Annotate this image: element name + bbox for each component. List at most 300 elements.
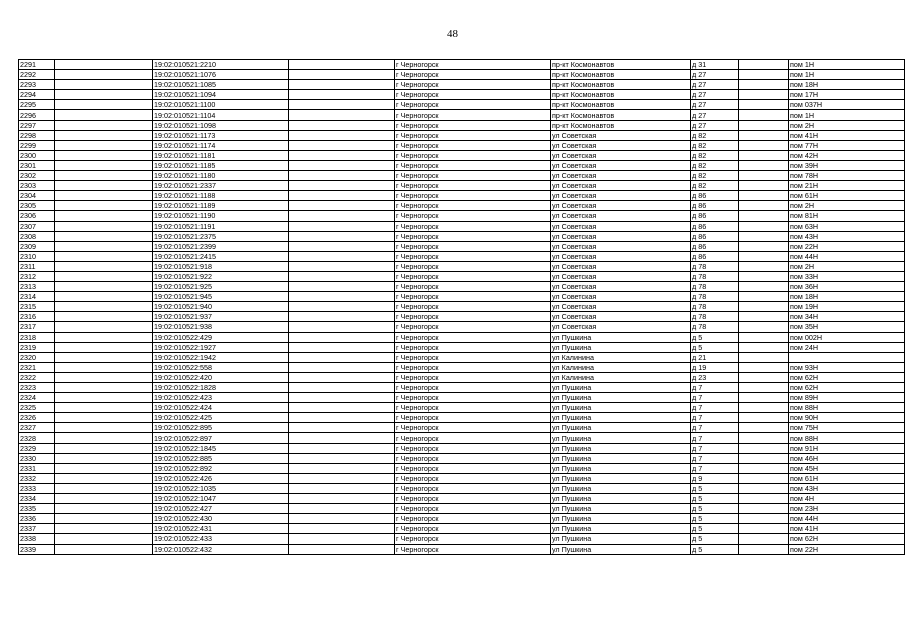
empty-cell	[739, 463, 789, 473]
city-cell: г Черногорск	[395, 70, 551, 80]
street-cell: ул Пушкина	[551, 403, 691, 413]
empty-cell	[739, 181, 789, 191]
empty-cell	[55, 524, 153, 534]
city-cell: г Черногорск	[395, 171, 551, 181]
house-cell: д 78	[691, 292, 739, 302]
table-row	[19, 70, 905, 80]
room-cell: пом 41Н	[789, 524, 905, 534]
cadastral-number-cell: 19:02:010521:1185	[153, 160, 289, 170]
room-cell: пом 19Н	[789, 302, 905, 312]
cadastral-number-cell: 19:02:010521:1094	[153, 90, 289, 100]
cadastral-number-cell: 19:02:010521:2415	[153, 251, 289, 261]
cadastral-number-cell: 19:02:010521:925	[153, 282, 289, 292]
house-cell: д 5	[691, 544, 739, 554]
table-row	[19, 383, 905, 393]
empty-cell	[739, 150, 789, 160]
empty-cell	[289, 302, 395, 312]
empty-cell	[289, 312, 395, 322]
empty-cell	[739, 372, 789, 382]
empty-cell	[289, 171, 395, 181]
room-cell: пом 93Н	[789, 362, 905, 372]
empty-cell	[289, 423, 395, 433]
house-cell: д 7	[691, 413, 739, 423]
room-cell: пом 44Н	[789, 251, 905, 261]
room-cell: пом 4Н	[789, 494, 905, 504]
cadastral-number-cell: 19:02:010522:885	[153, 453, 289, 463]
house-cell: д 27	[691, 110, 739, 120]
cadastral-number-cell: 19:02:010521:1076	[153, 70, 289, 80]
cadastral-number-cell: 19:02:010522:423	[153, 393, 289, 403]
cadastral-number-cell: 19:02:010522:426	[153, 473, 289, 483]
table-row	[19, 221, 905, 231]
empty-cell	[289, 241, 395, 251]
row-number-cell: 2318	[19, 332, 55, 342]
empty-cell	[55, 453, 153, 463]
empty-cell	[739, 544, 789, 554]
table-row	[19, 251, 905, 261]
empty-cell	[289, 60, 395, 70]
room-cell: пом 63Н	[789, 221, 905, 231]
table-row	[19, 90, 905, 100]
empty-cell	[739, 90, 789, 100]
empty-cell	[55, 463, 153, 473]
empty-cell	[55, 181, 153, 191]
house-cell: д 31	[691, 60, 739, 70]
street-cell: ул Пушкина	[551, 534, 691, 544]
table-row	[19, 110, 905, 120]
table-row	[19, 413, 905, 423]
room-cell: пом 91Н	[789, 443, 905, 453]
empty-cell	[289, 100, 395, 110]
empty-cell	[739, 473, 789, 483]
empty-cell	[55, 332, 153, 342]
empty-cell	[55, 433, 153, 443]
empty-cell	[289, 372, 395, 382]
row-number-cell: 2298	[19, 130, 55, 140]
empty-cell	[55, 120, 153, 130]
house-cell: д 27	[691, 80, 739, 90]
empty-cell	[739, 383, 789, 393]
empty-cell	[289, 181, 395, 191]
empty-cell	[55, 221, 153, 231]
row-number-cell: 2315	[19, 302, 55, 312]
house-cell: д 86	[691, 251, 739, 261]
cadastral-number-cell: 19:02:010522:558	[153, 362, 289, 372]
cadastral-number-cell: 19:02:010521:1191	[153, 221, 289, 231]
empty-cell	[55, 473, 153, 483]
street-cell: ул Пушкина	[551, 483, 691, 493]
street-cell: пр-кт Космонавтов	[551, 70, 691, 80]
empty-cell	[55, 302, 153, 312]
cadastral-number-cell: 19:02:010521:940	[153, 302, 289, 312]
city-cell: г Черногорск	[395, 241, 551, 251]
cadastral-number-cell: 19:02:010522:433	[153, 534, 289, 544]
empty-cell	[55, 231, 153, 241]
row-number-cell: 2310	[19, 251, 55, 261]
house-cell: д 27	[691, 120, 739, 130]
cadastral-number-cell: 19:02:010521:1190	[153, 211, 289, 221]
room-cell: пом 46Н	[789, 453, 905, 463]
row-number-cell: 2304	[19, 191, 55, 201]
room-cell: пом 22Н	[789, 544, 905, 554]
street-cell: ул Советская	[551, 171, 691, 181]
empty-cell	[739, 130, 789, 140]
empty-cell	[739, 453, 789, 463]
cadastral-number-cell: 19:02:010522:1927	[153, 342, 289, 352]
house-cell: д 7	[691, 403, 739, 413]
cadastral-number-cell: 19:02:010522:1942	[153, 352, 289, 362]
empty-cell	[739, 201, 789, 211]
room-cell: пом 18Н	[789, 80, 905, 90]
city-cell: г Черногорск	[395, 181, 551, 191]
empty-cell	[55, 140, 153, 150]
cadastral-number-cell: 19:02:010522:431	[153, 524, 289, 534]
cadastral-number-cell: 19:02:010522:430	[153, 514, 289, 524]
row-number-cell: 2306	[19, 211, 55, 221]
row-number-cell: 2322	[19, 372, 55, 382]
row-number-cell: 2293	[19, 80, 55, 90]
street-cell: ул Калинина	[551, 372, 691, 382]
empty-cell	[289, 494, 395, 504]
house-cell: д 82	[691, 140, 739, 150]
city-cell: г Черногорск	[395, 130, 551, 140]
empty-cell	[55, 150, 153, 160]
empty-cell	[55, 423, 153, 433]
row-number-cell: 2327	[19, 423, 55, 433]
street-cell: ул Калинина	[551, 352, 691, 362]
empty-cell	[739, 352, 789, 362]
house-cell: д 27	[691, 70, 739, 80]
city-cell: г Черногорск	[395, 433, 551, 443]
street-cell: ул Советская	[551, 231, 691, 241]
table-row	[19, 191, 905, 201]
row-number-cell: 2303	[19, 181, 55, 191]
empty-cell	[739, 171, 789, 181]
city-cell: г Черногорск	[395, 231, 551, 241]
street-cell: ул Пушкина	[551, 342, 691, 352]
row-number-cell: 2334	[19, 494, 55, 504]
street-cell: ул Пушкина	[551, 524, 691, 534]
city-cell: г Черногорск	[395, 524, 551, 534]
room-cell: пом 18Н	[789, 292, 905, 302]
row-number-cell: 2302	[19, 171, 55, 181]
empty-cell	[55, 251, 153, 261]
room-cell: пом 17Н	[789, 90, 905, 100]
cadastral-number-cell: 19:02:010522:1047	[153, 494, 289, 504]
empty-cell	[739, 504, 789, 514]
street-cell: пр-кт Космонавтов	[551, 90, 691, 100]
row-number-cell: 2307	[19, 221, 55, 231]
street-cell: ул Пушкина	[551, 463, 691, 473]
table-row	[19, 463, 905, 473]
row-number-cell: 2305	[19, 201, 55, 211]
city-cell: г Черногорск	[395, 110, 551, 120]
cadastral-number-cell: 19:02:010522:1035	[153, 483, 289, 493]
row-number-cell: 2329	[19, 443, 55, 453]
table-row	[19, 423, 905, 433]
cadastral-number-cell: 19:02:010522:432	[153, 544, 289, 554]
empty-cell	[289, 483, 395, 493]
street-cell: ул Советская	[551, 181, 691, 191]
table-row	[19, 271, 905, 281]
empty-cell	[55, 282, 153, 292]
empty-cell	[739, 140, 789, 150]
table-row	[19, 241, 905, 251]
row-number-cell: 2313	[19, 282, 55, 292]
cadastral-number-cell: 19:02:010521:1174	[153, 140, 289, 150]
room-cell: пом 2Н	[789, 120, 905, 130]
city-cell: г Черногорск	[395, 393, 551, 403]
house-cell: д 78	[691, 282, 739, 292]
room-cell: пом 89Н	[789, 393, 905, 403]
empty-cell	[289, 413, 395, 423]
cadastral-number-cell: 19:02:010521:1100	[153, 100, 289, 110]
house-cell: д 7	[691, 443, 739, 453]
row-number-cell: 2319	[19, 342, 55, 352]
empty-cell	[739, 221, 789, 231]
row-number-cell: 2321	[19, 362, 55, 372]
house-cell: д 82	[691, 160, 739, 170]
street-cell: ул Советская	[551, 191, 691, 201]
city-cell: г Черногорск	[395, 251, 551, 261]
table-row	[19, 211, 905, 221]
empty-cell	[739, 332, 789, 342]
house-cell: д 5	[691, 524, 739, 534]
street-cell: ул Пушкина	[551, 332, 691, 342]
house-cell: д 5	[691, 534, 739, 544]
empty-cell	[739, 534, 789, 544]
cadastral-number-cell: 19:02:010522:429	[153, 332, 289, 342]
table-row	[19, 150, 905, 160]
house-cell: д 7	[691, 463, 739, 473]
cadastral-number-cell: 19:02:010522:420	[153, 372, 289, 382]
empty-cell	[289, 282, 395, 292]
house-cell: д 78	[691, 322, 739, 332]
cadastral-number-cell: 19:02:010521:1181	[153, 150, 289, 160]
street-cell: ул Пушкина	[551, 544, 691, 554]
cadastral-number-cell: 19:02:010521:945	[153, 292, 289, 302]
empty-cell	[55, 544, 153, 554]
empty-cell	[55, 342, 153, 352]
city-cell: г Черногорск	[395, 282, 551, 292]
house-cell: д 86	[691, 231, 739, 241]
city-cell: г Черногорск	[395, 362, 551, 372]
room-cell: пом 23Н	[789, 504, 905, 514]
row-number-cell: 2292	[19, 70, 55, 80]
street-cell: ул Советская	[551, 312, 691, 322]
empty-cell	[739, 60, 789, 70]
empty-cell	[739, 413, 789, 423]
table-row	[19, 524, 905, 534]
row-number-cell: 2320	[19, 352, 55, 362]
street-cell: пр-кт Космонавтов	[551, 80, 691, 90]
city-cell: г Черногорск	[395, 483, 551, 493]
room-cell: пом 1Н	[789, 60, 905, 70]
table-row	[19, 483, 905, 493]
cadastral-number-cell: 19:02:010521:1189	[153, 201, 289, 211]
street-cell: ул Пушкина	[551, 433, 691, 443]
room-cell: пом 44Н	[789, 514, 905, 524]
table-row	[19, 473, 905, 483]
cadastral-number-cell: 19:02:010522:427	[153, 504, 289, 514]
empty-cell	[289, 463, 395, 473]
table-row	[19, 494, 905, 504]
house-cell: д 82	[691, 181, 739, 191]
room-cell: пом 2Н	[789, 261, 905, 271]
empty-cell	[289, 362, 395, 372]
street-cell: ул Пушкина	[551, 423, 691, 433]
city-cell: г Черногорск	[395, 150, 551, 160]
empty-cell	[739, 302, 789, 312]
empty-cell	[55, 80, 153, 90]
empty-cell	[739, 251, 789, 261]
table-row	[19, 292, 905, 302]
city-cell: г Черногорск	[395, 453, 551, 463]
page-number: 48	[447, 28, 458, 40]
house-cell: д 78	[691, 271, 739, 281]
city-cell: г Черногорск	[395, 60, 551, 70]
room-cell	[789, 352, 905, 362]
table-row	[19, 100, 905, 110]
street-cell: ул Советская	[551, 130, 691, 140]
room-cell: пом 77Н	[789, 140, 905, 150]
empty-cell	[739, 483, 789, 493]
empty-cell	[289, 150, 395, 160]
empty-cell	[739, 423, 789, 433]
empty-cell	[55, 70, 153, 80]
row-number-cell: 2331	[19, 463, 55, 473]
row-number-cell: 2291	[19, 60, 55, 70]
house-cell: д 19	[691, 362, 739, 372]
room-cell: пом 42Н	[789, 150, 905, 160]
house-cell: д 86	[691, 221, 739, 231]
city-cell: г Черногорск	[395, 342, 551, 352]
empty-cell	[55, 271, 153, 281]
city-cell: г Черногорск	[395, 383, 551, 393]
street-cell: ул Советская	[551, 211, 691, 221]
house-cell: д 5	[691, 504, 739, 514]
empty-cell	[289, 524, 395, 534]
cadastral-number-cell: 19:02:010521:2210	[153, 60, 289, 70]
table-row	[19, 393, 905, 403]
empty-cell	[289, 322, 395, 332]
empty-cell	[289, 160, 395, 170]
empty-cell	[55, 443, 153, 453]
city-cell: г Черногорск	[395, 271, 551, 281]
city-cell: г Черногорск	[395, 221, 551, 231]
cadastral-number-cell: 19:02:010522:897	[153, 433, 289, 443]
city-cell: г Черногорск	[395, 100, 551, 110]
room-cell: пом 62Н	[789, 534, 905, 544]
house-cell: д 21	[691, 352, 739, 362]
empty-cell	[739, 120, 789, 130]
house-cell: д 27	[691, 90, 739, 100]
empty-cell	[289, 292, 395, 302]
house-cell: д 23	[691, 372, 739, 382]
street-cell: ул Пушкина	[551, 443, 691, 453]
empty-cell	[289, 201, 395, 211]
row-number-cell: 2308	[19, 231, 55, 241]
table-row	[19, 504, 905, 514]
street-cell: пр-кт Космонавтов	[551, 120, 691, 130]
cadastral-number-cell: 19:02:010521:918	[153, 261, 289, 271]
city-cell: г Черногорск	[395, 413, 551, 423]
empty-cell	[55, 201, 153, 211]
table-row	[19, 372, 905, 382]
city-cell: г Черногорск	[395, 463, 551, 473]
empty-cell	[739, 70, 789, 80]
empty-cell	[289, 514, 395, 524]
row-number-cell: 2328	[19, 433, 55, 443]
row-number-cell: 2309	[19, 241, 55, 251]
city-cell: г Черногорск	[395, 211, 551, 221]
empty-cell	[55, 393, 153, 403]
empty-cell	[739, 494, 789, 504]
empty-cell	[739, 241, 789, 251]
empty-cell	[55, 100, 153, 110]
row-number-cell: 2330	[19, 453, 55, 463]
room-cell: пом 39Н	[789, 160, 905, 170]
house-cell: д 86	[691, 211, 739, 221]
row-number-cell: 2314	[19, 292, 55, 302]
street-cell: пр-кт Космонавтов	[551, 60, 691, 70]
street-cell: ул Советская	[551, 322, 691, 332]
empty-cell	[55, 191, 153, 201]
empty-cell	[289, 90, 395, 100]
cadastral-number-cell: 19:02:010522:895	[153, 423, 289, 433]
city-cell: г Черногорск	[395, 80, 551, 90]
cadastral-number-cell: 19:02:010521:922	[153, 271, 289, 281]
empty-cell	[739, 191, 789, 201]
row-number-cell: 2325	[19, 403, 55, 413]
empty-cell	[739, 110, 789, 120]
empty-cell	[739, 312, 789, 322]
street-cell: пр-кт Космонавтов	[551, 110, 691, 120]
row-number-cell: 2326	[19, 413, 55, 423]
city-cell: г Черногорск	[395, 261, 551, 271]
empty-cell	[55, 261, 153, 271]
empty-cell	[739, 443, 789, 453]
empty-cell	[289, 332, 395, 342]
house-cell: д 82	[691, 171, 739, 181]
city-cell: г Черногорск	[395, 140, 551, 150]
row-number-cell: 2312	[19, 271, 55, 281]
table-row	[19, 80, 905, 90]
table-row	[19, 514, 905, 524]
table-row	[19, 302, 905, 312]
empty-cell	[55, 322, 153, 332]
table-row	[19, 282, 905, 292]
empty-cell	[739, 524, 789, 534]
row-number-cell: 2336	[19, 514, 55, 524]
table-row	[19, 120, 905, 130]
room-cell: пом 34Н	[789, 312, 905, 322]
street-cell: ул Советская	[551, 150, 691, 160]
cadastral-number-cell: 19:02:010521:2399	[153, 241, 289, 251]
table-row	[19, 534, 905, 544]
table-row	[19, 261, 905, 271]
empty-cell	[55, 110, 153, 120]
street-cell: ул Советская	[551, 302, 691, 312]
street-cell: ул Пушкина	[551, 383, 691, 393]
row-number-cell: 2296	[19, 110, 55, 120]
house-cell: д 82	[691, 150, 739, 160]
row-number-cell: 2324	[19, 393, 55, 403]
row-number-cell: 2301	[19, 160, 55, 170]
house-cell: д 7	[691, 453, 739, 463]
empty-cell	[289, 352, 395, 362]
table-row	[19, 201, 905, 211]
